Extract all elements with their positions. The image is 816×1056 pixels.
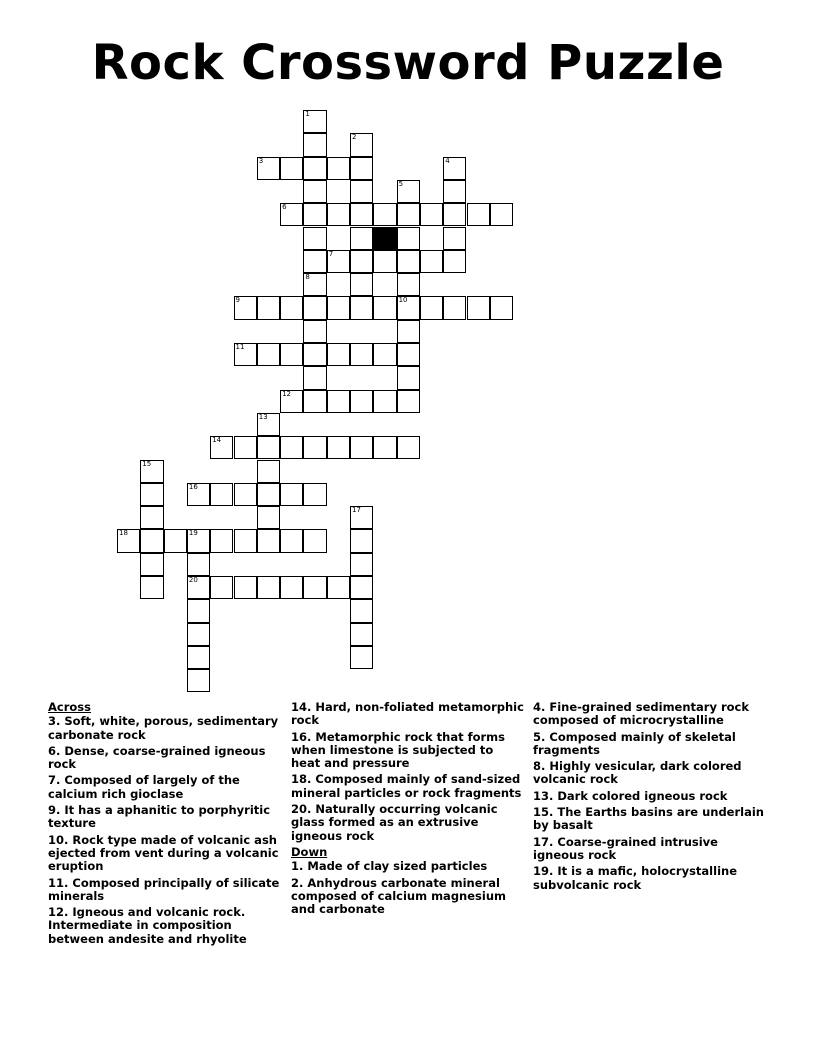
grid-cell[interactable] bbox=[350, 599, 373, 622]
grid-cell[interactable] bbox=[350, 623, 373, 646]
grid-cell[interactable] bbox=[210, 436, 233, 459]
clue-number-label: 7 bbox=[328, 249, 334, 258]
grid-cell[interactable] bbox=[257, 483, 280, 506]
grid-cell[interactable] bbox=[397, 227, 420, 250]
grid-cell[interactable] bbox=[350, 180, 373, 203]
clue-number-label: 1 bbox=[305, 110, 310, 118]
grid-cell[interactable] bbox=[280, 203, 303, 226]
grid-cell[interactable] bbox=[350, 133, 373, 156]
grid-cell[interactable] bbox=[350, 646, 373, 669]
clue-column-2 bbox=[291, 701, 526, 919]
grid-cell[interactable] bbox=[280, 296, 303, 319]
grid-cell[interactable] bbox=[303, 157, 326, 180]
grid-cell[interactable] bbox=[117, 529, 140, 552]
across-clue: 18. Composed mainly of sand-sized mineral particles or rock fragments bbox=[291, 772, 522, 800]
clue-number-label: 6 bbox=[282, 203, 287, 212]
grid-cell[interactable] bbox=[280, 576, 303, 599]
down-clue: 13. Dark colored igneous rock bbox=[533, 788, 728, 803]
down-clue: 4. Fine-grained sedimentary rock composed of microcrystalline bbox=[533, 700, 750, 728]
grid-cell[interactable] bbox=[303, 320, 326, 343]
clue-number-label: 15 bbox=[142, 459, 152, 468]
grid-cell[interactable] bbox=[443, 227, 466, 250]
grid-cell[interactable] bbox=[350, 576, 373, 599]
grid-cell[interactable] bbox=[187, 646, 210, 669]
grid-cell[interactable] bbox=[280, 436, 303, 459]
clue-number-label: 2 bbox=[352, 133, 357, 142]
clue-number-label: 11 bbox=[235, 343, 245, 351]
grid-cell[interactable] bbox=[373, 203, 396, 226]
grid-cell[interactable] bbox=[350, 296, 373, 319]
grid-cell[interactable] bbox=[280, 483, 303, 506]
grid-cell[interactable] bbox=[257, 506, 280, 529]
grid-cell[interactable] bbox=[303, 483, 326, 506]
grid-cell[interactable] bbox=[187, 623, 210, 646]
grid-cell[interactable] bbox=[443, 296, 466, 319]
clue-number-label: 16 bbox=[188, 482, 198, 491]
across-clue: 12. Igneous and volcanic rock. Intermediate in composition between andesite and rhyolite bbox=[48, 905, 247, 946]
down-clue: 19. It is a mafic, holocrystalline subvolcanic rock bbox=[533, 864, 737, 892]
grid-cell[interactable] bbox=[303, 296, 326, 319]
down-clue: 5. Composed mainly of skeletal fragments bbox=[533, 729, 736, 757]
grid-cell[interactable] bbox=[257, 460, 280, 483]
across-clue: 11. Composed principally of silicate minerals bbox=[48, 875, 280, 903]
across-clue: 9. It has a aphanitic to porphyritic texture bbox=[48, 803, 271, 831]
across-clue: 20. Naturally occurring volcanic glass formed as an extrusive igneous rock bbox=[291, 802, 498, 843]
grid-cell[interactable] bbox=[280, 529, 303, 552]
grid-cell[interactable] bbox=[467, 203, 490, 226]
grid-cell[interactable] bbox=[327, 203, 350, 226]
clue-number-label: 13 bbox=[258, 412, 268, 421]
grid-cell[interactable] bbox=[303, 203, 326, 226]
clue-number-label: 14 bbox=[212, 436, 222, 445]
grid-cell[interactable] bbox=[140, 483, 163, 506]
grid-cell[interactable] bbox=[397, 180, 420, 203]
across-clue: 14. Hard, non-foliated metamorphic rock bbox=[291, 700, 524, 728]
grid-cell[interactable] bbox=[327, 576, 350, 599]
grid-cell[interactable] bbox=[234, 576, 257, 599]
down-clue: 17. Coarse-grained intrusive igneous rock bbox=[533, 834, 718, 862]
grid-cell[interactable] bbox=[397, 320, 420, 343]
grid-cell[interactable] bbox=[327, 390, 350, 413]
down-clue: 1. Made of clay sized particles bbox=[291, 859, 488, 874]
grid-cell[interactable] bbox=[303, 529, 326, 552]
grid-cell[interactable] bbox=[443, 203, 466, 226]
grid-cell[interactable] bbox=[234, 343, 257, 366]
across-clue: 3. Soft, white, porous, sedimentary carbonate rock bbox=[48, 714, 279, 742]
grid-cell[interactable] bbox=[257, 529, 280, 552]
grid-cell[interactable] bbox=[280, 157, 303, 180]
grid-cell[interactable] bbox=[420, 250, 443, 273]
grid-cell[interactable] bbox=[327, 157, 350, 180]
grid-cell[interactable] bbox=[350, 553, 373, 576]
grid-cell[interactable] bbox=[257, 157, 280, 180]
grid-cell[interactable] bbox=[327, 343, 350, 366]
grid-cell[interactable] bbox=[303, 110, 326, 133]
grid-cell[interactable] bbox=[187, 483, 210, 506]
grid-cell[interactable] bbox=[280, 343, 303, 366]
grid-cell[interactable] bbox=[350, 227, 373, 250]
grid-cell[interactable] bbox=[327, 296, 350, 319]
grid-cell[interactable] bbox=[303, 273, 326, 296]
grid-cell[interactable] bbox=[257, 413, 280, 436]
grid-cell[interactable] bbox=[140, 506, 163, 529]
grid-cell[interactable] bbox=[443, 157, 466, 180]
down-clue: 2. Anhydrous carbonate mineral composed of calcium magnesium and carbonate bbox=[291, 875, 506, 917]
clue-number-label: 9 bbox=[235, 296, 240, 305]
grid-cell[interactable] bbox=[257, 343, 280, 366]
grid-cell[interactable] bbox=[373, 343, 396, 366]
grid-cell[interactable] bbox=[210, 529, 233, 552]
grid-cell[interactable] bbox=[443, 250, 466, 273]
grid-cell[interactable] bbox=[350, 343, 373, 366]
grid-cell[interactable] bbox=[397, 273, 420, 296]
grid-cell[interactable] bbox=[257, 296, 280, 319]
grid-cell[interactable] bbox=[303, 343, 326, 366]
grid-cell[interactable] bbox=[303, 133, 326, 156]
grid-cell[interactable] bbox=[490, 203, 513, 226]
grid-cell[interactable] bbox=[303, 390, 326, 413]
grid-cell[interactable] bbox=[397, 366, 420, 389]
clue-column-3 bbox=[533, 701, 769, 895]
grid-cell[interactable] bbox=[303, 250, 326, 273]
grid-cell[interactable] bbox=[350, 157, 373, 180]
grid-cell[interactable] bbox=[397, 343, 420, 366]
grid-cell[interactable] bbox=[373, 390, 396, 413]
clue-number-label: 10 bbox=[398, 296, 408, 305]
grid-cell[interactable] bbox=[373, 436, 396, 459]
down-clue: 15. The Earths basins are underlain by basalt bbox=[533, 805, 764, 833]
grid-cell[interactable] bbox=[350, 390, 373, 413]
black-square bbox=[373, 227, 396, 250]
clue-number-label: 20 bbox=[188, 576, 198, 584]
grid-cell[interactable] bbox=[140, 553, 163, 576]
grid-cell[interactable] bbox=[187, 576, 210, 599]
grid-cell[interactable] bbox=[373, 296, 396, 319]
clue-number-label: 3 bbox=[258, 156, 264, 165]
across-clue: 10. Rock type made of volcanic ash ejected from vent during a volcanic eruption bbox=[48, 832, 279, 874]
grid-cell[interactable] bbox=[140, 576, 163, 599]
grid-cell[interactable] bbox=[210, 576, 233, 599]
grid-cell[interactable] bbox=[187, 529, 210, 552]
grid-cell[interactable] bbox=[234, 296, 257, 319]
grid-cell[interactable] bbox=[140, 529, 163, 552]
grid-cell[interactable] bbox=[420, 203, 443, 226]
grid-cell[interactable] bbox=[397, 390, 420, 413]
grid-cell[interactable] bbox=[420, 296, 443, 319]
clue-number-label: 17 bbox=[352, 506, 361, 515]
down-clue: 8. Highly vesicular, dark colored volcanic rock bbox=[533, 759, 742, 787]
grid-cell[interactable] bbox=[350, 506, 373, 529]
grid-cell[interactable] bbox=[350, 250, 373, 273]
grid-cell[interactable] bbox=[303, 227, 326, 250]
grid-cell[interactable] bbox=[373, 250, 396, 273]
grid-cell[interactable] bbox=[234, 529, 257, 552]
grid-cell[interactable] bbox=[327, 250, 350, 273]
grid-cell[interactable] bbox=[327, 436, 350, 459]
grid-cell[interactable] bbox=[303, 366, 326, 389]
across-clue: 16. Metamorphic rock that forms when limestone is subjected to heat and pressure bbox=[291, 729, 506, 771]
grid-cell[interactable] bbox=[234, 483, 257, 506]
grid-cell[interactable] bbox=[397, 436, 420, 459]
clue-column-1 bbox=[48, 701, 284, 949]
grid-cell[interactable] bbox=[303, 576, 326, 599]
grid-cell[interactable] bbox=[187, 669, 210, 692]
grid-cell[interactable] bbox=[303, 180, 326, 203]
grid-cell[interactable] bbox=[397, 203, 420, 226]
grid-cell[interactable] bbox=[257, 576, 280, 599]
grid-cell[interactable] bbox=[397, 250, 420, 273]
grid-cell[interactable] bbox=[140, 460, 163, 483]
grid-cell[interactable] bbox=[280, 390, 303, 413]
across-heading: Across bbox=[48, 700, 91, 714]
grid-cell[interactable] bbox=[257, 436, 280, 459]
down-heading: Down bbox=[291, 844, 328, 859]
grid-cell[interactable] bbox=[187, 553, 210, 576]
grid-cell[interactable] bbox=[490, 296, 513, 319]
grid-cell[interactable] bbox=[234, 436, 257, 459]
grid-cell[interactable] bbox=[350, 436, 373, 459]
grid-cell[interactable] bbox=[350, 529, 373, 552]
across-clue: 7. Composed of largely of the calcium rich gioclase bbox=[48, 773, 240, 801]
grid-cell[interactable] bbox=[443, 180, 466, 203]
grid-cell[interactable] bbox=[350, 203, 373, 226]
clue-number-label: 19 bbox=[188, 529, 198, 538]
grid-cell[interactable] bbox=[350, 273, 373, 296]
clue-number-label: 8 bbox=[305, 273, 310, 282]
grid-cell[interactable] bbox=[164, 529, 187, 552]
grid-cell[interactable] bbox=[397, 296, 420, 319]
clue-number-label: 4 bbox=[445, 156, 450, 165]
grid-cell[interactable] bbox=[303, 436, 326, 459]
grid-cell[interactable] bbox=[467, 296, 490, 319]
page-title: Rock Crossword Puzzle bbox=[91, 35, 725, 91]
grid-cell[interactable] bbox=[210, 483, 233, 506]
clue-number-label: 18 bbox=[119, 529, 128, 538]
grid-cell[interactable] bbox=[187, 599, 210, 622]
clue-number-label: 12 bbox=[282, 389, 292, 398]
across-clue: 6. Dense, coarse-grained igneous rock bbox=[48, 743, 266, 772]
clue-number-label: 5 bbox=[398, 179, 404, 188]
